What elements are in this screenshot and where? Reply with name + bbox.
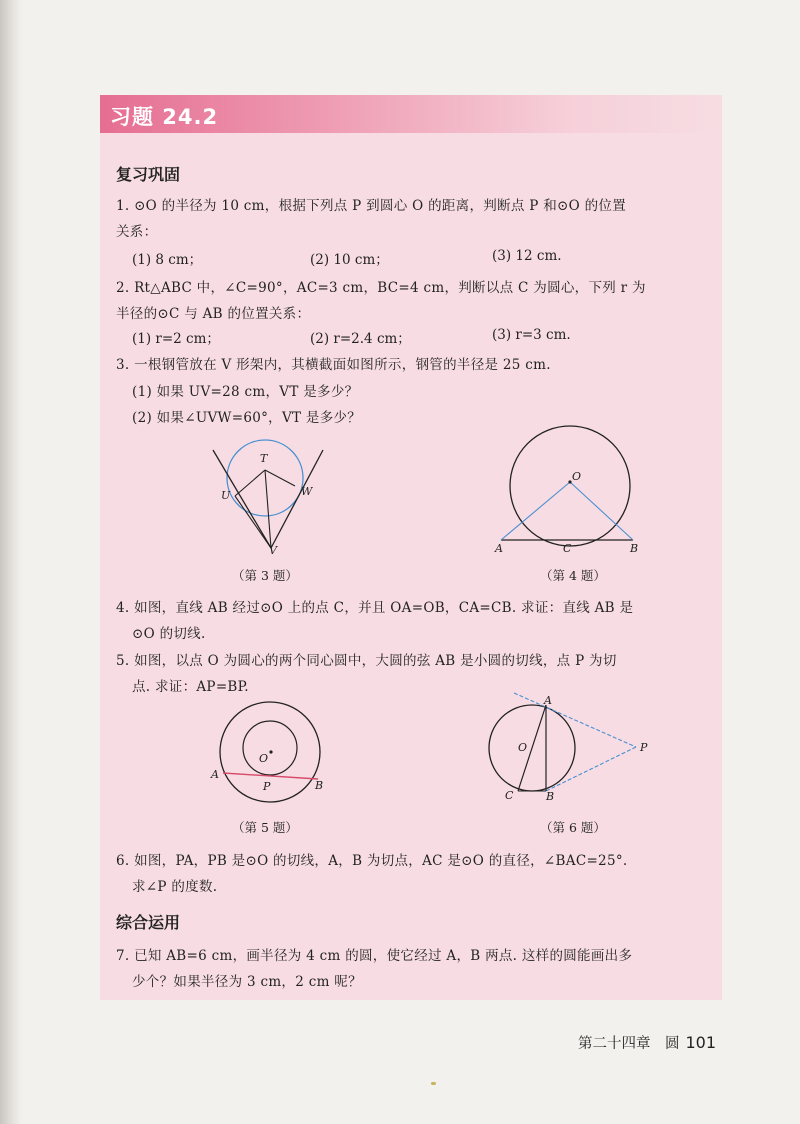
- fig5-center-point: [269, 750, 272, 753]
- figure-6-diagram: [484, 693, 659, 805]
- fig6-label-B: B: [546, 790, 555, 803]
- problem-4-line-2: ⊙O 的切线.: [132, 626, 206, 642]
- page-binding-edge: [0, 0, 22, 1124]
- paper-speck: [431, 1082, 436, 1085]
- fig5-label-P: P: [263, 780, 271, 793]
- fig6-tangent-PA: [514, 693, 636, 747]
- fig3-label-W: W: [301, 485, 313, 498]
- fig3-line-TU: [235, 470, 265, 496]
- problem-1-line-1: 1. ⊙O 的半径为 10 cm，根据下列点 P 到圆心 O 的距离，判断点 P 和⊙O 的位置: [116, 198, 627, 214]
- fig4-line-OA: [501, 482, 570, 540]
- problem-6-line-1: 6. 如图，PA，PB 是⊙O 的切线，A，B 为切点，AC 是⊙O 的直径，∠BAC=25°.: [116, 853, 628, 869]
- fig5-inner-circle: [243, 721, 297, 775]
- problem-2-option-2: (2) r=2.4 cm；: [310, 331, 411, 347]
- problem-6-line-2: 求∠P 的度数.: [132, 879, 218, 895]
- fig3-label-V: V: [269, 544, 277, 557]
- problem-2-option-3: (3) r=3 cm.: [492, 327, 571, 343]
- problem-3-question-1: (1) 如果 UV=28 cm，VT 是多少？: [132, 384, 359, 400]
- figure-6-caption: （第 6 题）: [540, 820, 606, 835]
- fig4-line-OB: [570, 482, 633, 540]
- fig6-tangent-PB: [546, 747, 636, 791]
- page-footer: [578, 1032, 716, 1053]
- problem-3-line-1: 3. 一根钢管放在 V 形架内，其横截面如图所示，钢管的半径是 25 cm.: [116, 357, 551, 373]
- fig6-label-O: O: [518, 741, 528, 754]
- fig5-label-B: B: [315, 779, 324, 792]
- fig4-label-B: B: [630, 542, 639, 555]
- section-heading-comprehensive: 综合运用: [116, 913, 181, 932]
- fig3-line-UV: [235, 496, 271, 548]
- chapter-label: 第二十四章 圆: [578, 1036, 680, 1052]
- problem-1-line-2: 关系：: [116, 224, 158, 240]
- problem-2-line-2: 半径的⊙C 与 AB 的位置关系：: [116, 306, 311, 322]
- fig6-label-P: P: [640, 741, 648, 754]
- fig5-chord-AB: [223, 773, 318, 779]
- fig3-label-U: U: [221, 489, 231, 502]
- fig3-right-arm: [271, 450, 323, 548]
- problem-1-option-1: (1) 8 cm；: [132, 252, 203, 268]
- figure-4-caption: （第 4 题）: [540, 568, 606, 583]
- fig3-line-TW: [265, 470, 295, 486]
- fig3-label-T: T: [260, 452, 268, 465]
- figure-3-diagram: [205, 432, 340, 557]
- problem-7-line-2: 少个？如果半径为 3 cm，2 cm 呢？: [132, 974, 362, 990]
- fig5-label-A: A: [211, 768, 219, 781]
- problem-5-line-2: 点. 求证：AP=BP.: [132, 679, 249, 695]
- section-heading-review: 复习巩固: [116, 165, 181, 184]
- exercise-title: 习题 24.2: [110, 105, 219, 129]
- figure-5-caption: （第 5 题）: [232, 820, 298, 835]
- fig4-circle-O: [510, 426, 630, 546]
- fig6-label-A: A: [544, 694, 552, 707]
- fig5-label-O: O: [259, 752, 269, 765]
- figure-5-diagram: [205, 700, 335, 805]
- problem-4-line-1: 4. 如图，直线 AB 经过⊙O 上的点 C，并且 OA=OB，CA=CB. 求证：直线 AB 是: [116, 600, 634, 616]
- problem-1-option-2: (2) 10 cm；: [310, 252, 389, 268]
- problem-7-line-1: 7. 已知 AB=6 cm，画半径为 4 cm 的圆，使它经过 A，B 两点. 这样的圆能画出多: [116, 948, 633, 964]
- page-number: 101: [685, 1033, 717, 1052]
- problem-2-option-1: (1) r=2 cm；: [132, 331, 220, 347]
- problem-1-option-3: (3) 12 cm.: [492, 248, 562, 264]
- problem-2-line-1: 2. Rt△ABC 中，∠C=90°，AC=3 cm，BC=4 cm，判断以点 C 为圆心，下列 r 为: [116, 280, 646, 296]
- fig4-label-O: O: [572, 470, 582, 483]
- figure-3-caption: （第 3 题）: [232, 568, 298, 583]
- fig4-label-A: A: [495, 542, 503, 555]
- fig4-label-C: C: [563, 542, 572, 555]
- fig6-label-C: C: [505, 789, 514, 802]
- figure-4-diagram: [493, 430, 653, 555]
- problem-3-question-2: (2) 如果∠UVW=60°，VT 是多少？: [132, 410, 362, 426]
- fig3-line-TV: [265, 470, 271, 548]
- problem-5-line-1: 5. 如图，以点 O 为圆心的两个同心圆中，大圆的弦 AB 是小圆的切线，点 P 为切: [116, 653, 617, 669]
